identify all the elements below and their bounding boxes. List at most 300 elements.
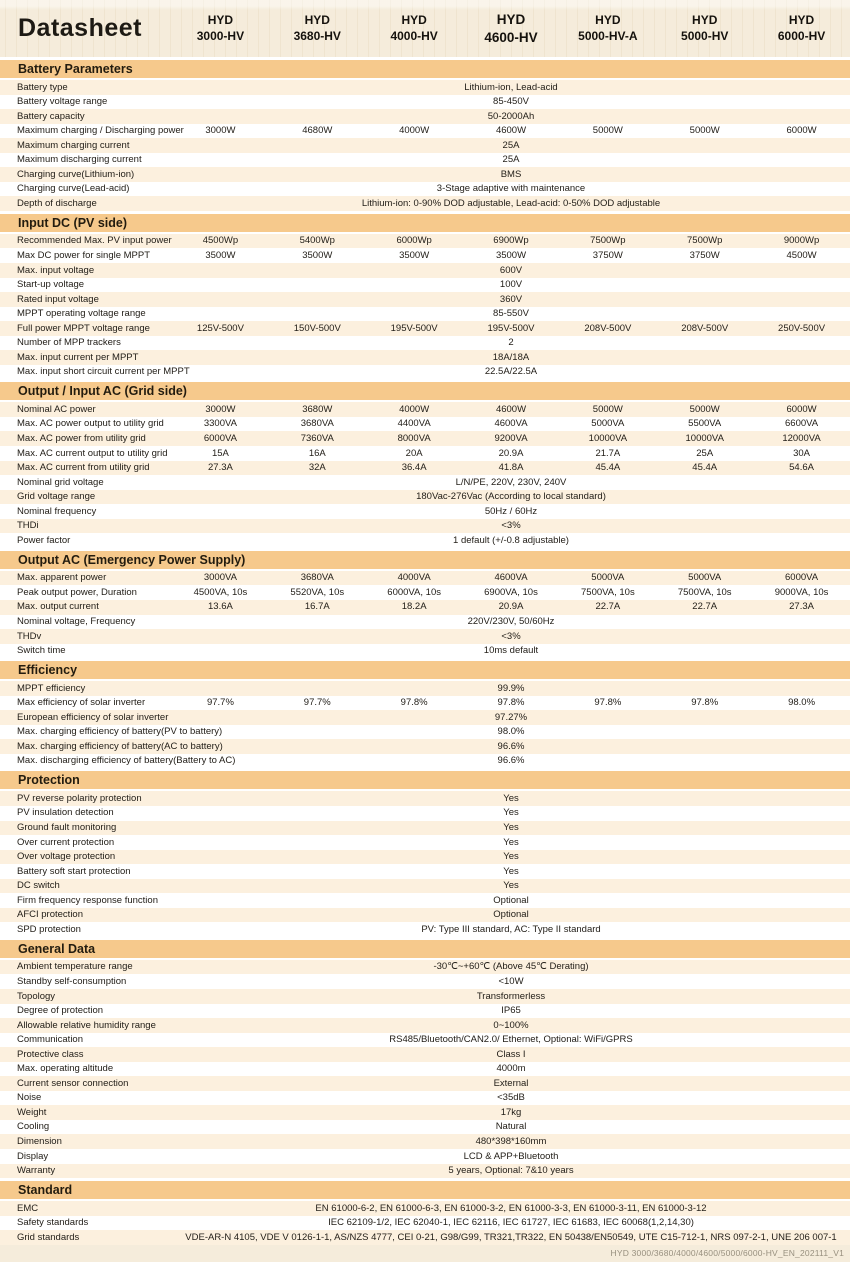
spec-value: 4500Wp [202,235,239,247]
spec-value: 195V-500V [487,322,535,334]
spec-value: 8000VA [397,433,431,444]
spec-value-span: Lithium-ion: 0-90% DOD adjustable, Lead-acid: 0-50% DOD adjustable [361,197,661,209]
section-header-general-data: General Data [0,940,850,958]
spec-value-span: 96.6% [497,740,525,752]
spec-row [0,431,850,446]
spec-value: 4680W [302,125,333,137]
spec-row [0,908,850,923]
spec-value-span: Yes [503,792,519,804]
spec-row [0,95,850,110]
spec-row [0,1120,850,1135]
spec-value: 3750W [592,249,623,261]
section-header-battery-parameters: Battery Parameters [0,60,850,78]
spec-row [0,196,850,211]
row-label: Recommended Max. PV input power [17,235,172,247]
row-label: Protective class [17,1048,84,1060]
section-rows-general-data [0,960,850,1178]
spec-value: 3500W [399,249,430,261]
product-series-label: HYD [692,12,718,27]
spec-value-span: 360V [499,293,523,305]
row-label: Over voltage protection [17,851,116,863]
spec-value: 20A [405,447,423,459]
spec-value-span: 10ms default [483,645,539,657]
spec-row [0,922,850,937]
spec-row [0,1091,850,1106]
row-label: Battery capacity [17,110,85,122]
row-label: Charging curve(Lithium-ion) [17,168,135,180]
spec-value: 7500VA, 10s [581,586,635,598]
row-label: Firm frequency response function [17,894,158,906]
row-label: Battery voltage range [17,96,108,108]
section-header-protection: Protection [0,771,850,789]
spec-row [0,475,850,490]
product-column-5000-hv-a [559,13,656,44]
spec-row [0,153,850,168]
row-label: MPPT efficiency [17,682,86,694]
spec-row [0,725,850,740]
spec-value-span: 85-550V [493,308,529,320]
spec-value-span: Yes [503,807,519,819]
spec-value: 45.4A [595,462,621,474]
row-label: Ambient temperature range [17,961,133,973]
row-label: SPD protection [17,923,81,935]
spec-value: 4000W [399,403,430,415]
row-label: Depth of discharge [17,197,97,209]
spec-value-span: 18A/18A [492,351,530,363]
spec-value: 36.4A [401,462,427,474]
spec-value: 150V-500V [293,322,341,334]
product-series-label: HYD [496,11,526,27]
spec-value: 6000VA [785,572,819,584]
product-model-label: 5000-HV-A [578,28,638,43]
spec-row [0,835,850,850]
product-column-4600-hv [463,11,560,46]
spec-value: 5500VA [688,418,722,430]
spec-value: 3500W [495,249,527,261]
spec-value: 30A [793,447,811,459]
product-series-label: HYD [207,12,234,27]
spec-value-span: 100V [499,279,523,291]
spec-value: 15A [211,447,229,459]
spec-value-span: IP65 [501,1005,521,1017]
spec-value-span: PV: Type III standard, AC: Type II standard [421,923,601,935]
spec-row [0,974,850,989]
spec-value: 10000VA [685,433,724,444]
spec-value: 12000VA [782,433,821,444]
spec-row [0,109,850,124]
row-label: MPPT operating voltage range [17,308,146,320]
product-series-label: HYD [595,12,621,27]
spec-value-span: External [493,1077,529,1089]
product-model-label: 4600-HV [484,29,538,45]
spec-row [0,1216,850,1231]
document-code: HYD 3000/3680/4000/4600/5000/6000-HV_EN_202111_V1 [610,1248,844,1259]
row-label: Maximum charging / Discharging power [17,125,184,137]
spec-value: 5000VA [591,418,625,430]
spec-value-span: IEC 62109-1/2, IEC 62040-1, IEC 62116, IEC 61727, IEC 61683, IEC 60068(1,2,14,30) [328,1217,694,1229]
spec-value-span: 220V/230V, 50/60Hz [467,616,555,628]
spec-value-span: 4000m [496,1063,526,1075]
product-model-label: 3000-HV [196,28,245,43]
row-label: Max. input voltage [17,264,95,276]
spec-row [0,600,850,615]
spec-value: 98.0% [788,697,816,709]
spec-value-span: 3-Stage adaptive with maintenance [436,183,586,195]
row-label: Max. discharging efficiency of battery(Battery to AC) [17,755,236,767]
spec-value-span: Yes [503,851,519,863]
spec-row [0,167,850,182]
spec-value-span: Yes [503,880,519,892]
spec-value: 97.8% [691,697,719,709]
spec-value: 3000VA [203,572,237,584]
row-label: Max. charging efficiency of battery(AC to battery) [17,740,223,752]
row-label: Peak output power, Duration [17,586,137,598]
row-label: Standby self-consumption [17,975,127,987]
row-label: Ground fault monitoring [17,822,117,834]
spec-value: 6900Wp [493,235,529,247]
spec-row [0,1201,850,1216]
spec-row [0,1230,850,1245]
product-column-6000-hv [753,13,850,44]
product-column-3000-hv [172,13,269,44]
row-label: Current sensor connection [17,1077,129,1089]
row-label: Topology [17,990,56,1002]
spec-value: 18.2A [401,601,427,613]
spec-value-span: 25A [502,139,520,151]
spec-row [0,864,850,879]
spec-value-span: 50-2000Ah [487,110,535,122]
spec-value-span: 17kg [500,1106,522,1118]
row-label: EMC [17,1202,39,1214]
spec-row [0,490,850,505]
section-header-output-ac-emergency-power-supply: Output AC (Emergency Power Supply) [0,551,850,569]
row-label: Allowable relative humidity range [17,1019,156,1031]
spec-value: 9000Wp [783,235,820,247]
spec-value: 25A [696,447,714,459]
spec-value: 208V-500V [584,322,632,334]
spec-row [0,461,850,476]
spec-value: 4000W [399,125,430,137]
spec-row [0,182,850,197]
spec-row [0,1033,850,1048]
spec-row [0,571,850,586]
spec-value-span: RS485/Bluetooth/CAN2.0/ Ethernet, Optional: WiFi/GPRS [389,1034,633,1046]
section-rows-standard [0,1201,850,1245]
row-label: Number of MPP trackers [17,337,121,349]
spec-value-span: -30℃~+60℃ (Above 45℃ Derating) [433,961,589,973]
spec-value: 3750W [689,249,720,261]
spec-row [0,278,850,293]
spec-value: 6900VA, 10s [484,586,538,598]
row-label: Max. input short circuit current per MPPT [17,366,190,378]
spec-value-span: 25A [502,154,520,166]
spec-row [0,821,850,836]
spec-value: 125V-500V [196,322,244,334]
spec-value: 16.7A [304,601,330,613]
spec-row [0,307,850,322]
spec-value-span: <35dB [497,1092,525,1104]
row-label: Cooling [17,1121,50,1133]
spec-value: 97.7% [206,697,234,709]
row-label: Nominal voltage, Frequency [17,616,136,628]
spec-value-span: <3% [501,520,521,532]
product-model-label: 3680-HV [293,28,341,43]
row-label: Weight [17,1106,47,1118]
spec-value: 4500VA, 10s [193,586,248,598]
spec-row [0,446,850,461]
row-label: Max DC power for single MPPT [17,249,151,261]
section-rows-output-input-ac-grid-side [0,402,850,547]
spec-value-span: 480*398*160mm [475,1135,547,1147]
spec-value-span: Class I [496,1048,526,1060]
spec-value: 250V-500V [778,322,826,334]
spec-value: 3680W [302,403,333,415]
row-label: Max. output current [17,601,99,613]
spec-value: 4600W [495,125,527,137]
spec-value: 4600W [495,403,527,415]
spec-row [0,336,850,351]
spec-row [0,350,850,365]
spec-value-span: 22.5A/22.5A [484,366,538,378]
product-model-label: 4000-HV [390,28,438,43]
spec-value-span: 96.6% [497,755,525,767]
spec-value: 27.3A [208,462,233,474]
spec-value: 7500VA, 10s [677,586,732,598]
spec-value: 20.9A [498,601,524,613]
row-label: Over current protection [17,836,115,848]
spec-row [0,234,850,249]
spec-value: 27.3A [789,601,814,613]
spec-value: 6000Wp [396,235,432,247]
spec-value-span: 99.9% [497,682,525,694]
spec-row [0,321,850,336]
spec-value-span: 1 default (+/-0.8 adjustable) [453,534,569,546]
spec-row [0,80,850,95]
spec-row [0,754,850,769]
section-rows-input-dc-pv-side [0,234,850,379]
spec-row [0,629,850,644]
spec-value: 195V-500V [390,322,438,334]
spec-row [0,960,850,975]
row-label: Rated input voltage [17,293,99,305]
spec-value: 45.4A [692,462,718,474]
spec-value: 7500Wp [590,235,626,247]
row-label: Degree of protection [17,1005,104,1017]
spec-row [0,533,850,548]
spec-value: 7500Wp [687,235,723,247]
spec-value: 5000VA [591,572,625,584]
product-column-3680-hv [269,13,366,44]
row-label: Noise [17,1092,42,1104]
row-label: Charging curve(Lead-acid) [17,183,130,195]
spec-value: 3500W [302,249,333,261]
spec-row [0,893,850,908]
spec-value: 6000VA, 10s [387,586,441,598]
spec-value: 6600VA [785,418,819,430]
spec-value-span: Optional [493,909,529,921]
spec-row [0,1134,850,1149]
spec-value-span: Yes [503,822,519,834]
row-label: Nominal AC power [17,403,96,415]
row-label: Nominal grid voltage [17,476,104,488]
spec-value: 5000W [689,403,720,415]
spec-row [0,292,850,307]
spec-row [0,248,850,263]
row-label: Max. apparent power [17,572,107,584]
spec-row [0,739,850,754]
row-label: Communication [17,1034,83,1046]
spec-row [0,417,850,432]
spec-value: 208V-500V [681,322,729,334]
spec-row [0,138,850,153]
spec-value-span: Optional [493,894,529,906]
spec-value-span: Lithium-ion, Lead-acid [464,81,558,93]
spec-value-span: L/N/PE, 220V, 230V, 240V [455,476,567,488]
spec-value: 9200VA [494,433,528,444]
row-label: Max. AC power from utility grid [17,433,146,444]
spec-value-span: 50Hz / 60Hz [484,505,538,517]
spec-value-span: 2 [508,337,514,349]
spec-value: 16A [308,447,326,459]
spec-value: 97.8% [400,697,428,709]
product-column-5000-hv [656,13,753,44]
section-rows-battery-parameters [0,80,850,211]
section-header-input-dc-pv-side: Input DC (PV side) [0,214,850,232]
spec-value: 3300VA [203,418,237,430]
row-label: Switch time [17,645,66,657]
row-label: THDi [17,520,39,532]
spec-row [0,615,850,630]
spec-value: 6000W [786,403,817,415]
row-label: PV reverse polarity protection [17,792,142,804]
spec-value: 5000VA [688,572,722,584]
spec-row [0,585,850,600]
spec-value: 6000W [786,125,817,137]
spec-value: 22.7A [595,601,621,613]
spec-value: 54.6A [789,462,814,474]
row-label: Safety standards [17,1217,89,1229]
row-label: Max. input current per MPPT [17,351,139,363]
spec-value: 97.8% [497,697,525,709]
spec-row [0,1018,850,1033]
spec-row [0,1149,850,1164]
spec-table [0,60,850,1245]
spec-value: 41.8A [498,462,524,474]
product-series-label: HYD [788,12,815,27]
spec-row [0,263,850,278]
spec-value: 13.6A [208,601,233,613]
section-header-standard: Standard [0,1181,850,1199]
row-label: Nominal frequency [17,505,97,517]
spec-value-span: Natural [495,1121,527,1133]
spec-value: 5000W [592,403,623,415]
spec-row [0,504,850,519]
spec-value-span: EN 61000-6-2, EN 61000-6-3, EN 61000-3-2, EN 61000-3-3, EN 61000-3-11, EN 61000-3-12 [315,1202,707,1214]
spec-value: 5000W [592,125,623,137]
spec-value: 3680VA [300,572,334,584]
page-title: Datasheet [18,14,142,42]
spec-value-span: 180Vac-276Vac (According to local standard) [416,491,606,503]
row-label: THDv [17,630,42,642]
spec-row [0,1164,850,1179]
spec-value: 3000W [205,125,236,137]
spec-row [0,879,850,894]
row-label: Grid standards [17,1231,80,1243]
spec-row [0,1047,850,1062]
spec-value: 4500W [786,249,817,261]
spec-row [0,1062,850,1077]
spec-value: 4600VA [494,572,528,584]
section-rows-efficiency [0,681,850,768]
spec-row [0,710,850,725]
spec-row [0,696,850,711]
spec-value: 6000VA [203,433,237,444]
spec-value-span: 97.27% [494,711,528,723]
spec-row [0,1004,850,1019]
spec-value-span: 0~100% [493,1019,529,1031]
row-label: PV insulation detection [17,807,114,819]
spec-row [0,124,850,139]
spec-row [0,644,850,659]
section-header-efficiency: Efficiency [0,661,850,679]
spec-value: 97.7% [303,697,331,709]
row-label: Full power MPPT voltage range [17,322,150,334]
spec-value: 5000W [689,125,720,137]
product-series-label: HYD [401,12,427,27]
row-label: Max. AC current output to utility grid [17,447,168,459]
spec-value-span: <3% [501,630,521,642]
row-label: Dimension [17,1135,62,1147]
spec-value: 7360VA [300,433,334,444]
spec-value-span: VDE-AR-N 4105, VDE V 0126-1-1, AS/NZS 4777, CEI 0-21, G98/G99, TR321,TR322, EN 50438/EN50549, UTE C15-712-1, NRS 097-2-1, UNE 206 007-1 [185,1231,837,1243]
spec-row [0,1076,850,1091]
product-column-4000-hv [366,13,463,44]
spec-value: 4600VA [494,418,528,430]
spec-value-span: Yes [503,865,519,877]
spec-row [0,519,850,534]
spec-value: 3500W [205,249,236,261]
row-label: Grid voltage range [17,491,96,503]
row-label: Max. charging efficiency of battery(PV to battery) [17,726,223,738]
row-label: Maximum discharging current [17,154,142,166]
spec-row [0,806,850,821]
row-label: Warranty [17,1165,56,1177]
spec-value-span: 600V [499,264,523,276]
product-series-label: HYD [304,12,330,27]
row-label: Battery type [17,81,68,93]
spec-row [0,365,850,380]
row-label: European efficiency of solar inverter [17,711,169,723]
row-label: Maximum charging current [17,139,130,151]
spec-value-span: 5 years, Optional: 7&10 years [448,1165,574,1177]
spec-value-span: Yes [503,836,519,848]
spec-value: 20.9A [498,447,524,459]
spec-value: 10000VA [588,433,628,444]
spec-row [0,791,850,806]
row-label: Max. operating altitude [17,1063,114,1075]
spec-value: 4000VA [397,572,431,584]
row-label: Max. AC power output to utility grid [17,418,164,430]
row-label: Max efficiency of solar inverter [17,697,146,709]
row-label: Battery soft start protection [17,865,131,877]
spec-value-span: <10W [498,975,524,987]
spec-value: 22.7A [692,601,718,613]
spec-row [0,402,850,417]
page-footer [0,1245,850,1262]
spec-value-span: 98.0% [497,726,525,738]
spec-value: 32A [308,462,326,474]
spec-row [0,681,850,696]
